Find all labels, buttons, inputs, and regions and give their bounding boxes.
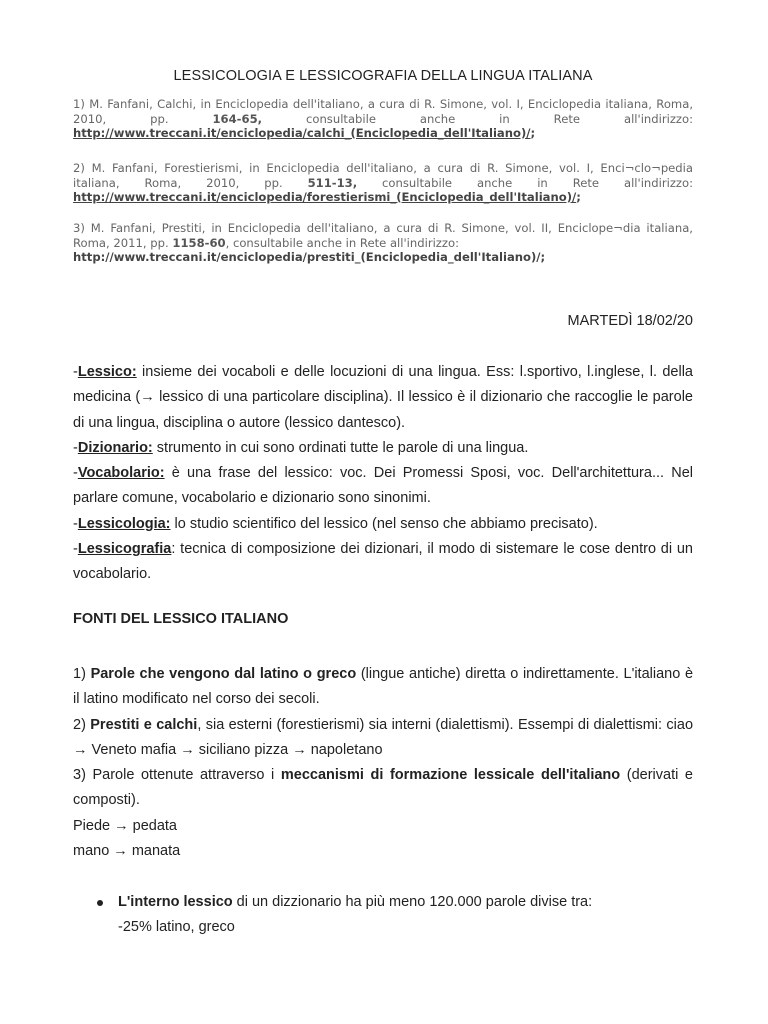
reference-1 (73, 97, 693, 141)
document-title: LESSICOLOGIA E LESSICOGRAFIA DELLA LINGUA ITALIANA (173, 68, 593, 84)
bullet-term: L'interno lessico (118, 894, 233, 910)
bullet-icon (97, 900, 103, 906)
reference-text: 3) M. Fanfani, Prestiti, in Enciclopedia dell'italiano, a cura di R. Simone, vol. II, Enciclope¬dia italiana, Roma, 2011, pp. (73, 221, 693, 250)
reference-link[interactable]: http://www.treccani.it/enciclopedia/prestiti_(Enciclopedia_dell'Italiano)/; (73, 250, 546, 264)
bullet-text (118, 890, 697, 915)
source-number: 3) Parole ottenute attraverso i (73, 767, 281, 784)
definition-text: lo studio scientifico del lessico (nel senso che abbiamo precisato). (170, 515, 598, 532)
reference-text: , consultabile anche in Rete all'indirizzo: (225, 235, 459, 250)
definition-text: strumento in cui sono ordinati tutte le parole di una lingua. (152, 439, 529, 456)
reference-pages: 164-65, (212, 111, 263, 126)
bullet-subline: -25% latino, greco (118, 919, 235, 936)
definition-prefix: - (73, 439, 78, 456)
definition-text: : tecnica di composizione dei dizionari, il modo di sistemare le cose dentro di un vocabolario. (73, 541, 693, 583)
source-number: 2) (73, 716, 91, 733)
definition-text: è una frase del lessico: voc. Dei Promessi Sposi, voc. Dell'architettura... Nel parlare comune, vocabolario e dizionario sono sinonimi. (73, 465, 693, 507)
reference-pages: 1158-60 (172, 235, 226, 250)
reference-text: 2) M. Fanfani, Forestierismi, in Enciclopedia dell'italiano, a cura di R. Simone, vol. I, Enci¬clo¬pedia italiana, Roma, 2010, pp. (73, 161, 693, 190)
section-heading: FONTI DEL LESSICO ITALIANO (73, 611, 289, 627)
definition-vocabolario (73, 461, 693, 512)
example-line: Piede → pedata (73, 817, 177, 834)
reference-text: 1) M. Fanfani, Calchi, in Enciclopedia dell'italiano, a cura di R. Simone, vol. I, Enciclopedia italiana, Roma, 2010, pp. (73, 97, 693, 126)
definition-prefix: - (73, 515, 78, 532)
reference-2 (73, 161, 693, 205)
definition-term: Dizionario: (77, 439, 153, 456)
source-item-2 (73, 713, 693, 764)
definition-dizionario (73, 436, 693, 461)
reference-link[interactable]: http://www.treccani.it/enciclopedia/calchi_(Enciclopedia_dell'Italiano)/ (73, 126, 531, 140)
definition-term: Lessicologia: (77, 515, 171, 532)
definition-prefix: - (73, 364, 78, 380)
reference-text: consultabile anche in Rete all'indirizzo: (262, 111, 694, 126)
definition-term: Lessicografia (77, 541, 172, 558)
source-text: (lingue antiche) diretta o indirettamente. L'italiano è il latino modificato nel corso dei secoli. (73, 666, 694, 708)
reference-end: ; (530, 126, 536, 140)
reference-link[interactable]: http://www.treccani.it/enciclopedia/forestierismi_(Enciclopedia_dell'Italiano)/ (73, 190, 577, 204)
lesson-date: MARTEDÌ 18/02/20 (567, 313, 693, 329)
definition-lessico (73, 360, 693, 436)
definition-term: Lessico: (77, 364, 137, 380)
bullet-rest: di un dizzionario ha più meno 120.000 parole divise tra: (232, 894, 593, 910)
bullet-item (97, 890, 697, 941)
source-item-1 (73, 662, 693, 713)
definition-lessicologia (73, 512, 693, 537)
source-title: Parole che vengono dal latino o greco (90, 666, 357, 682)
source-text: , sia esterni (forestierismi) sia interni (dialettismi). Essempi di dialettismi: ciao → Veneto mafia → siciliano pizza → napoletano (73, 716, 694, 758)
reference-pages: 511-13, (307, 175, 358, 190)
example-line: mano → manata (73, 843, 181, 860)
reference-end: ; (576, 190, 581, 204)
source-text: (derivati e composti). (73, 767, 693, 809)
reference-text: consultabile anche in Rete all'indirizzo: (357, 175, 694, 190)
source-number: 1) (73, 666, 91, 682)
definition-prefix: - (73, 465, 78, 482)
definition-text: insieme dei vocaboli e delle locuzioni di una lingua. Ess: l.sportivo, l.inglese, l. della medicina (→ lessico di una particolare disciplina). Il lessico è il dizionario che raccoglie le parole di una lingua, disciplina o autore (lessico dantesco). (73, 364, 693, 431)
definition-prefix: - (73, 541, 78, 558)
definition-term: Vocabolario: (77, 465, 165, 482)
source-title: Prestiti e calchi (90, 716, 198, 733)
source-item-3 (73, 763, 693, 814)
sources-block (73, 662, 693, 864)
definition-lessicografia (73, 537, 693, 588)
definitions-block (73, 360, 693, 588)
source-title: meccanismi di formazione lessicale dell'italiano (280, 767, 621, 784)
reference-3 (73, 221, 693, 265)
